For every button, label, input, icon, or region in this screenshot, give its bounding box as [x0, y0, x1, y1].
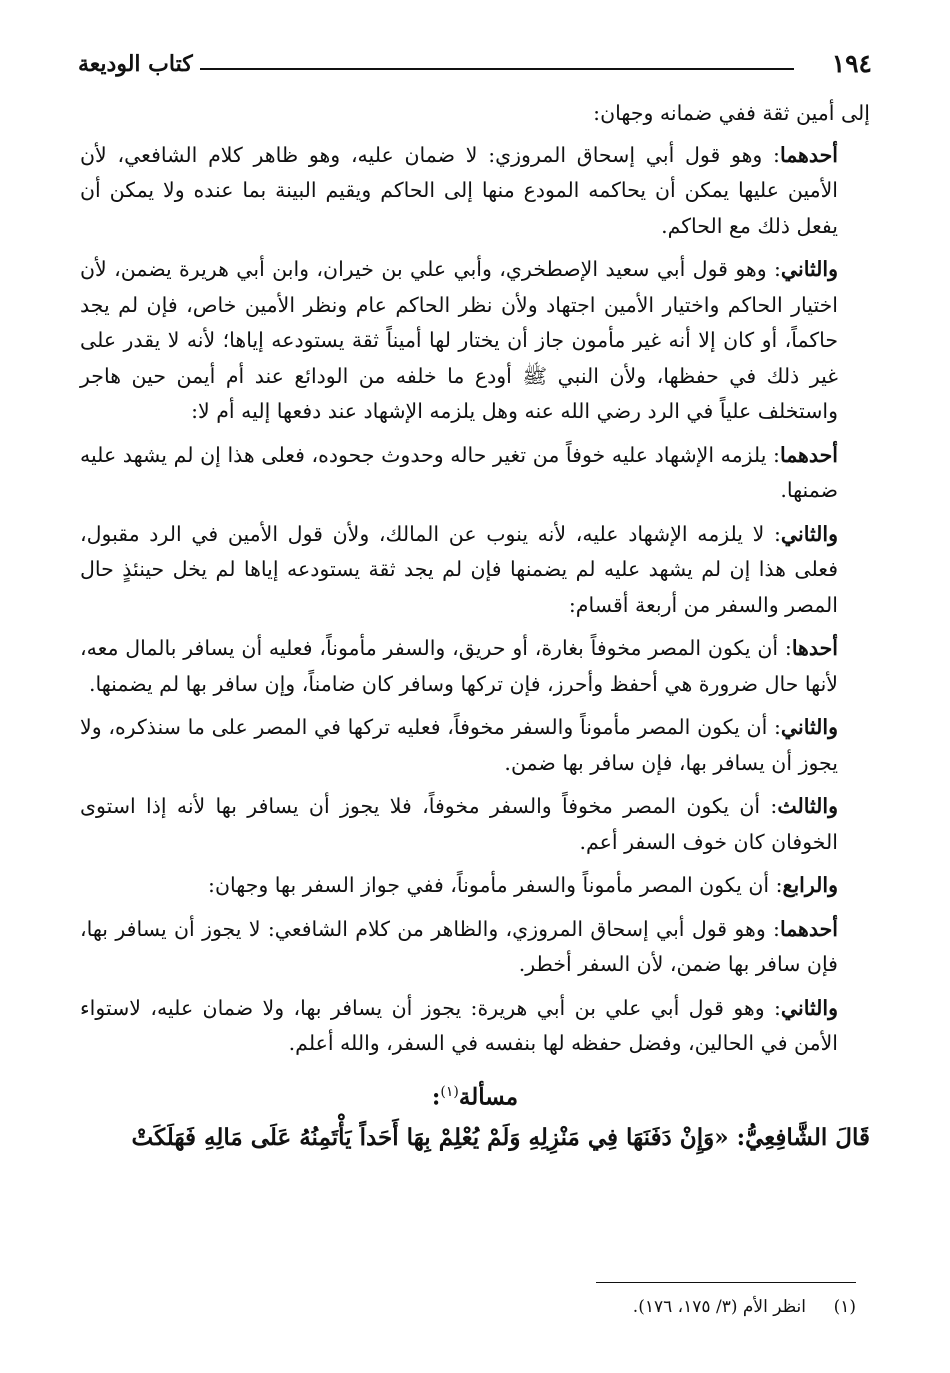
paragraph-lead: أحدها: [791, 636, 838, 660]
paragraph-text: : أن يكون المصر مخوفاً بغارة، أو حريق، والسفر مأموناً، فعليه أن يسافر بالمال معه، لأنها حال ضرورة هي أحفظ وأحرز، فإن تركها وسافر كان ضامناً، وإن سافر بها لم يضمنها.: [80, 636, 838, 696]
paragraph-lead: والثاني: [780, 521, 838, 546]
footnote-marker: (١): [440, 1083, 459, 1100]
paragraph-lead: والثالث: [777, 794, 838, 818]
paragraph-text: : لا يلزمه الإشهاد عليه، لأنه ينوب عن المالك، ولأن قول الأمين في الرد مقبول، فعلى هذا إن لم يشهد عليه لم يضمنها فإن لم يجد ثقة يستودعه إياها لم يخل حينئذٍ حال المصر والسفر من أربعة أقسام:: [80, 521, 838, 617]
paragraph: [80, 991, 870, 1062]
quote-speaker: قَالَ الشَّافِعِيُّ:: [736, 1124, 870, 1152]
paragraph-lead: أحدهما: [779, 142, 838, 167]
paragraph: [80, 252, 870, 430]
paragraph: [80, 710, 870, 781]
paragraph: [80, 96, 870, 132]
book-title: كتاب الوديعة: [78, 51, 193, 77]
header-rule: [200, 68, 794, 70]
footnote-text: انظر الأم (٣/ ١٧٥، ١٧٦).: [632, 1297, 806, 1317]
paragraph-text: : وهو قول أبي سعيد الإصطخري، وأبي علي بن خيران، وابن أبي هريرة يضمن، لأن اختيار الحاكم واختيار الأمين اجتهاد ولأن نظر الحاكم عام ونظر الأمين خاص، فإن لم يجد حاكماً، أو كان إلا أنه غير مأمون جاز أن يختار لها أميناً ثقة يستودعه إياها؛ لأنه لا يقدر على غير ذلك في حفظها، ولأن النبي ﷺ أودع ما خلفه من الودائع عند أم أيمن حين هاجر واستخلف علياً في الرد رضي الله عنه وهل يلزمه الإشهاد عند دفعها إليه أم لا:: [80, 257, 838, 423]
footnote-rule: [596, 1282, 856, 1283]
paragraph-text: : وهو قول أبي علي بن أبي هريرة: يجوز أن يسافر بها، ولا ضمان عليه، لاستواء الأمن في الحالين، وفضل حفظه لها بنفسه في السفر، والله أعلم.: [80, 995, 838, 1055]
page-header: [78, 46, 872, 86]
paragraph-lead: أحدهما: [779, 916, 838, 941]
paragraph-text: : أن يكون المصر مأموناً والسفر مخوفاً، فعليه تركها في المصر على ما سنذكره، ولا يجوز أن يسافر بها، فإن سافر بها ضمن.: [80, 715, 838, 775]
paragraph: [80, 631, 870, 702]
paragraph-lead: والثاني: [780, 257, 838, 281]
paragraph-text: : أن يكون المصر مخوفاً والسفر مخوفاً، فلا يجوز أن يسافر بها لأنه إذا استوى الخوفان كان خوف السفر أعم.: [80, 794, 838, 854]
paragraph-text: : وهو قول أبي إسحاق المروزي: لا ضمان عليه، وهو ظاهر كلام الشافعي، لأن الأمين عليها يمكن أن يحاكمه المودع منها إلى الحاكم ويقيم البينة بما عنده ولا يمكن أن يفعل ذلك مع الحاكم.: [80, 142, 838, 238]
paragraph: [80, 138, 870, 245]
page-number: ١٩٤: [831, 49, 872, 78]
body-text: [80, 96, 870, 1157]
quote-text: «وَإِنْ دَفَنَهَا فِي مَنْزِلِهِ وَلَمْ يُعْلِمْ بِهَا أَحَداً يَأْتَمِنُهُ عَلَى مَالِهِ فَهَلَكَتْ: [131, 1124, 729, 1152]
paragraph-text: : يلزمه الإشهاد عليه خوفاً من تغير حاله وحدوث جحوده، فعلى هذا إن لم يشهد عليه ضمنها.: [80, 442, 838, 502]
paragraph: [80, 868, 870, 904]
paragraph-text: : وهو قول أبي إسحاق المروزي، والظاهر من كلام الشافعي: لا يجوز أن يسافر بها، فإن سافر بها ضمن، لأن السفر أخطر.: [80, 916, 838, 976]
masala-title: مسألة: [458, 1083, 519, 1111]
paragraph: [80, 438, 870, 509]
paragraph: [80, 517, 870, 624]
paragraph-lead: أحدهما: [779, 442, 838, 467]
paragraph-lead: والثاني: [780, 715, 838, 739]
footnote: [156, 1292, 856, 1322]
paragraph-lead: والرابع: [782, 873, 838, 897]
paragraph: [80, 912, 870, 983]
paragraph-text: إلى أمين ثقة ففي ضمانه وجهان:: [593, 101, 870, 125]
masala-suffix: :: [431, 1083, 441, 1111]
paragraph: [80, 789, 870, 860]
masala-heading: [80, 1074, 870, 1116]
shafii-quote: [80, 1119, 870, 1157]
paragraph-text: : أن يكون المصر مأموناً والسفر مأموناً، ففي جواز السفر بها وجهان:: [208, 873, 783, 897]
footnote-number: (١): [833, 1297, 856, 1317]
paragraph-lead: والثاني: [780, 995, 838, 1020]
